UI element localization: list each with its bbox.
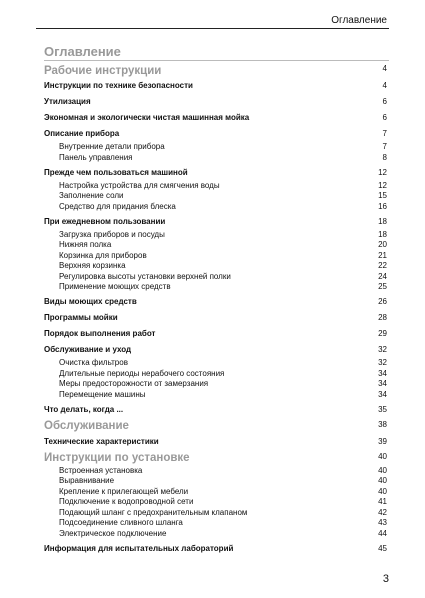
toc-entry-major xyxy=(44,294,387,310)
toc-entry-sub xyxy=(44,497,387,508)
toc-entry-title: Настройка устройства для смягчения воды xyxy=(59,180,220,190)
toc-entry-page: 18 xyxy=(378,229,387,239)
toc-entry-title: Описание прибора xyxy=(44,129,120,138)
toc-entry-title: Виды моющих средств xyxy=(44,297,137,306)
toc-entry-title: Загрузка приборов и посуды xyxy=(59,229,165,239)
toc-entry-page: 6 xyxy=(382,97,387,106)
toc-entry-page: 8 xyxy=(382,152,387,162)
toc-entry-page: 39 xyxy=(378,436,387,446)
toc-entry-title: Рабочие инструкции xyxy=(44,65,162,77)
toc-entry-page: 26 xyxy=(378,297,387,306)
running-header-title: Оглавление xyxy=(331,15,387,26)
toc-entry-major xyxy=(44,326,387,342)
toc-entry-title: Крепление к прилегающей мебели xyxy=(59,486,189,496)
toc-entry-major xyxy=(44,342,387,358)
toc-entry-title: Подсоединение сливного шланга xyxy=(59,518,183,527)
toc-entry-title: Встроенная установка xyxy=(59,465,143,475)
toc-entry-title: Обслуживание xyxy=(44,419,129,432)
header-rule xyxy=(36,28,389,29)
toc-entry-sub xyxy=(44,466,387,477)
toc-entry-sub xyxy=(44,518,387,529)
toc-entry-sub xyxy=(44,261,387,272)
toc-entry-page: 18 xyxy=(378,216,387,226)
toc-entry-major xyxy=(44,214,387,230)
toc-entry-page: 35 xyxy=(378,404,387,414)
toc-entry-page: 16 xyxy=(378,201,387,211)
toc-entry-sub xyxy=(44,508,387,519)
toc-entry-sub xyxy=(44,251,387,262)
toc-entry-sec xyxy=(44,418,387,434)
toc-entry-page: 40 xyxy=(378,476,387,485)
toc-entry-page: 25 xyxy=(378,282,387,291)
toc-entry-page: 44 xyxy=(378,528,387,538)
toc-entry-title: Нижняя полка xyxy=(59,240,112,249)
toc-entry-title: Корзинка для приборов xyxy=(59,250,147,260)
toc-entry-major xyxy=(44,126,387,142)
toc-entry-title: Очистка фильтров xyxy=(59,358,128,367)
toc-entry-page: 24 xyxy=(378,271,387,281)
toc-entry-title: Применение моющих средств xyxy=(59,282,171,291)
toc-entry-major xyxy=(44,310,387,326)
toc-entry-sub xyxy=(44,202,387,214)
page-number: 3 xyxy=(382,573,389,585)
toc-entry-title: Программы мойки xyxy=(44,313,118,322)
toc-entry-title: Регулировка высоты установки верхней полки xyxy=(59,271,231,281)
toc-entry-title: Утилизация xyxy=(44,97,91,106)
toc-entry-page: 21 xyxy=(378,250,387,260)
toc-entry-title: Экономная и экологически чистая машинная мойка xyxy=(44,113,250,122)
toc-entry-page: 34 xyxy=(378,379,387,388)
toc-entry-sub xyxy=(44,390,387,402)
toc-entry-page: 4 xyxy=(382,64,387,73)
toc-entry-page: 40 xyxy=(378,465,387,475)
toc-entry-title: Длительные периоды нерабочего состояния xyxy=(59,368,225,378)
toc-entry-title: Порядок выполнения работ xyxy=(44,329,156,338)
toc-entry-title: Подающий шланг с предохранительным клапаном xyxy=(59,507,248,517)
toc-entry-title: Технические характеристики xyxy=(44,436,159,446)
toc-entry-page: 45 xyxy=(378,543,387,553)
toc-entry-sub xyxy=(44,181,387,192)
toc-entry-sub xyxy=(44,153,387,165)
toc-entry-title: При ежедневном пользовании xyxy=(44,216,166,226)
toc-entry-sub xyxy=(44,191,387,202)
toc-entry-title: Панель управления xyxy=(59,152,133,162)
toc-entry-page: 29 xyxy=(378,329,387,338)
toc-entry-sub xyxy=(44,487,387,498)
toc-entry-page: 12 xyxy=(378,167,387,177)
toc-entry-title: Верхняя корзинка xyxy=(59,261,126,270)
toc-entry-page: 12 xyxy=(378,180,387,190)
toc-entry-title: Информация для испытательных лабораторий xyxy=(44,543,234,553)
toc-entry-page: 28 xyxy=(378,313,387,322)
toc-heading-rule xyxy=(44,60,389,61)
toc-entry-title: Перемещение машины xyxy=(59,389,146,399)
toc-entry-sub xyxy=(44,142,387,153)
toc-entry-page: 40 xyxy=(378,486,387,496)
toc-entry-sub xyxy=(44,272,387,283)
toc-entry-page: 41 xyxy=(378,497,387,506)
toc-entry-page: 32 xyxy=(378,358,387,367)
toc-entry-title: Меры предосторожности от замерзания xyxy=(59,379,209,388)
toc-entry-sub xyxy=(44,240,387,251)
toc-entry-major xyxy=(44,94,387,110)
toc-entry-page: 34 xyxy=(378,368,387,378)
toc-entry-page: 7 xyxy=(382,129,387,138)
toc-entry-page: 4 xyxy=(382,81,387,90)
toc-entry-page: 34 xyxy=(378,389,387,399)
toc-entry-title: Электрическое подключение xyxy=(59,528,167,538)
toc-entry-sec xyxy=(44,450,387,466)
toc-entry-page: 20 xyxy=(378,240,387,249)
toc-entry-title: Что делать, когда ... xyxy=(44,404,124,414)
toc-entry-sub xyxy=(44,282,387,294)
toc-entry-page: 15 xyxy=(378,191,387,200)
toc-entry-sec xyxy=(44,64,387,78)
toc-entry-page: 22 xyxy=(378,261,387,270)
toc-entry-title: Внутренние детали прибора xyxy=(59,142,165,151)
toc-entry-sub xyxy=(44,529,387,541)
toc-entry-page: 38 xyxy=(378,419,387,429)
toc-entry-major xyxy=(44,110,387,126)
toc-entry-title: Средство для придания блеска xyxy=(59,201,176,211)
toc-entry-page: 42 xyxy=(378,507,387,517)
toc-entry-sub xyxy=(44,369,387,380)
toc-entry-page: 32 xyxy=(378,345,387,354)
toc-entry-page: 43 xyxy=(378,518,387,527)
toc-entry-page: 40 xyxy=(378,451,387,461)
toc-entry-title: Заполнение соли xyxy=(59,191,124,200)
toc-entry-sub xyxy=(44,379,387,390)
toc-entry-page: 7 xyxy=(382,142,387,151)
toc-entry-major xyxy=(44,541,387,557)
toc-entry-title: Инструкции по технике безопасности xyxy=(44,81,193,90)
toc-entry-sub xyxy=(44,358,387,369)
toc-entry-major xyxy=(44,402,387,418)
toc-entry-title: Выравнивание xyxy=(59,476,115,485)
table-of-contents xyxy=(44,64,387,557)
toc-entry-sub xyxy=(44,476,387,487)
toc-heading: Оглавление xyxy=(44,44,121,59)
toc-entry-title: Инструкции по установке xyxy=(44,451,190,464)
toc-entry-title: Прежде чем пользоваться машиной xyxy=(44,167,188,177)
toc-entry-page: 6 xyxy=(382,113,387,122)
toc-entry-major xyxy=(44,434,387,450)
toc-entry-title: Подключение к водопроводной сети xyxy=(59,497,194,506)
toc-entry-major xyxy=(44,78,387,94)
toc-entry-title: Обслуживание и уход xyxy=(44,345,132,354)
toc-entry-sub xyxy=(44,230,387,241)
toc-entry-major xyxy=(44,165,387,181)
